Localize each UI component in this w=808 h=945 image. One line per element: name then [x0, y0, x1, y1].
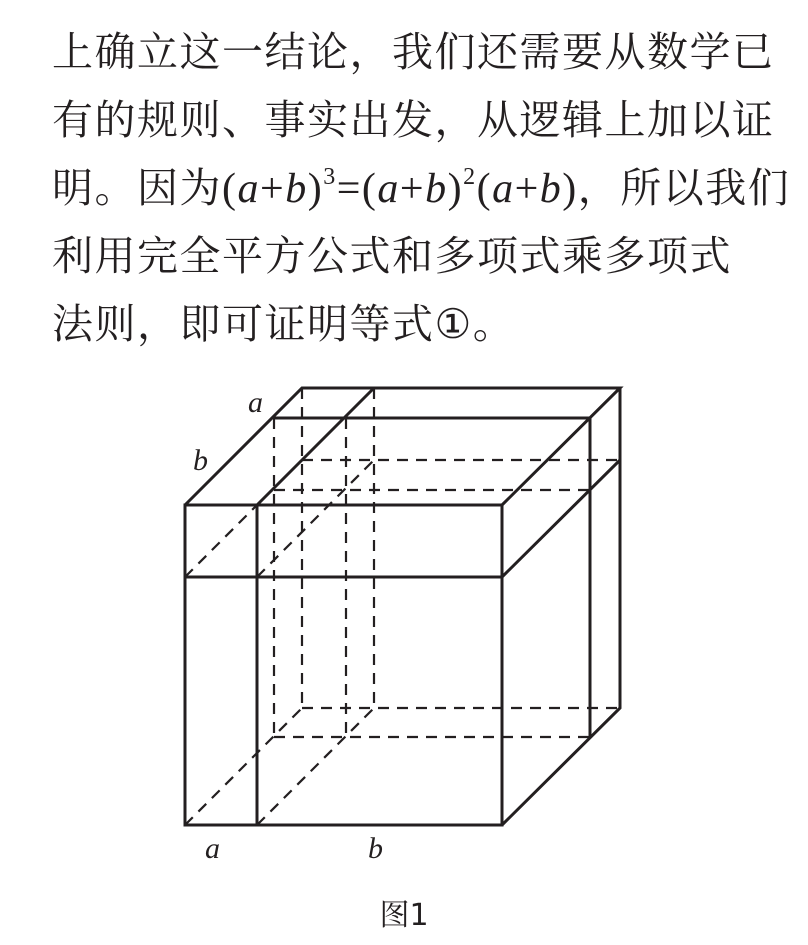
paragraph-line-4: 利用完全平方公式和多项式乘多项式 [52, 232, 732, 280]
paragraph-line-3 [52, 154, 791, 222]
formula-cube-expansion: $(a+b)^3=(a+b)^2(a+b)$ [222, 164, 578, 212]
label-bottom-a: a [205, 832, 220, 865]
label-top-a: a [248, 386, 263, 419]
paragraph [52, 18, 791, 358]
hidden-mid-diagonal-1 [185, 460, 302, 577]
label-top-b: b [193, 444, 208, 477]
hidden-back-diagonal [185, 708, 302, 825]
cube-diagram [0, 375, 808, 945]
paragraph-line-5: 法则，即可证明等式①。 [52, 300, 516, 348]
label-bottom-b: b [368, 832, 383, 865]
line3-suffix: ，所以我们 [577, 164, 791, 212]
figure-caption: 图1 [379, 898, 429, 933]
paragraph-line-1: 上确立这一结论，我们还需要从数学已 [52, 28, 775, 76]
right-split-horizontal [502, 460, 620, 577]
right-face [502, 388, 620, 825]
paragraph-line-2: 有的规则、事实出发，从逻辑上加以证 [52, 96, 775, 144]
line3-prefix: 明。因为 [52, 164, 222, 212]
